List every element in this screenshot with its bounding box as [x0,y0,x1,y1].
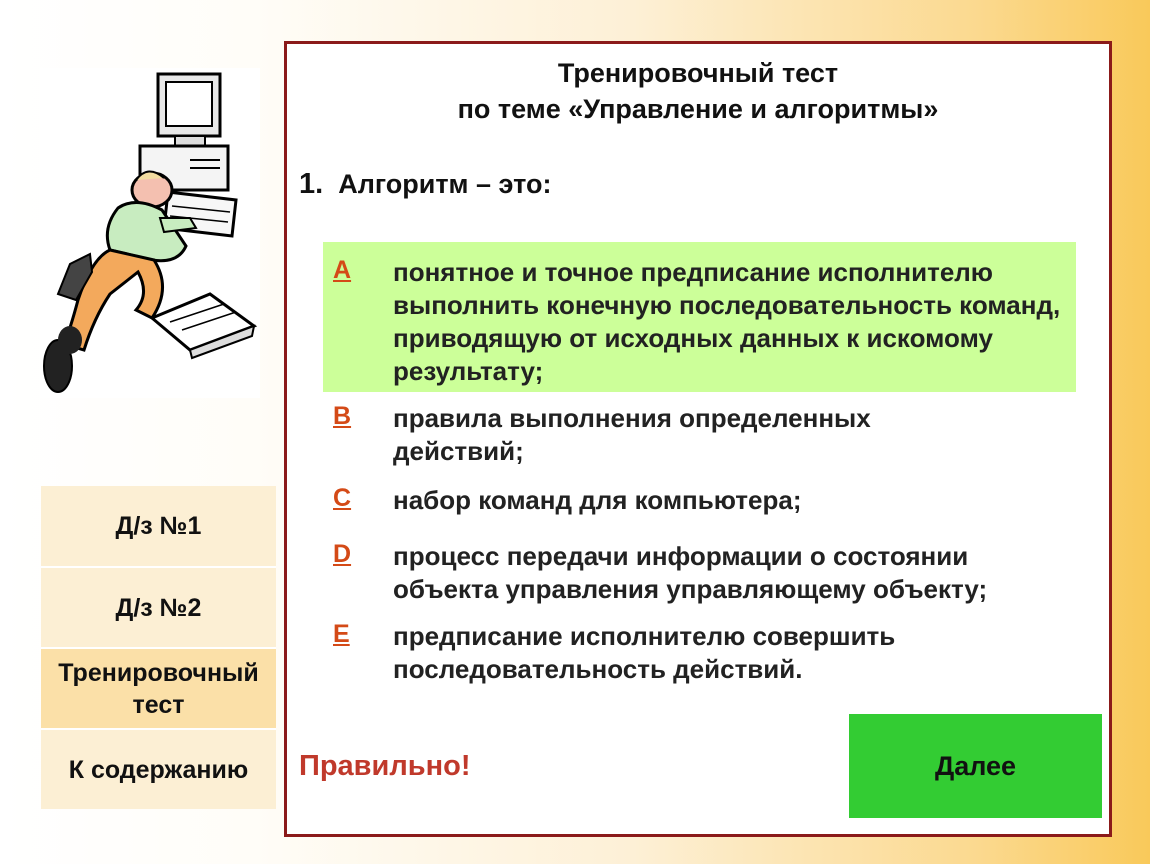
option-a[interactable] [333,256,1073,388]
option-c-letter[interactable]: C [333,484,352,512]
nav-contents[interactable]: К содержанию [41,730,276,809]
next-button[interactable]: Далее [849,714,1102,818]
option-b[interactable] [333,402,1073,468]
question-text: Алгоритм – это: [338,169,552,199]
option-d[interactable] [333,540,1073,606]
option-a-letter[interactable]: A [333,256,352,284]
question-number: 1. [299,168,324,200]
question [299,168,551,201]
test-panel [284,41,1112,837]
nav-homework-1[interactable]: Д/з №1 [41,486,276,566]
option-a-text: понятное и точное предписание исполнителю выполнить конечную последовательность команд, приводящую от исходных данных к искомому результату; [393,257,1061,386]
option-e[interactable] [333,620,1073,686]
computer-user-clipart [40,68,260,398]
option-b-letter[interactable]: B [333,402,352,430]
option-e-text: предписание исполнителю совершить последовательность действий. [393,621,896,684]
nav-homework-2[interactable]: Д/з №2 [41,568,276,647]
option-e-letter[interactable]: E [333,620,350,648]
option-b-text: правила выполнения определенных действий; [393,403,871,466]
navigation-menu [41,486,276,809]
test-title: Тренировочный тест [557,58,839,88]
nav-training-test[interactable]: Тренировочный тест [41,649,276,728]
test-subtitle: по теме «Управление и алгоритмы» [457,94,939,124]
option-c-text: набор команд для компьютера; [393,485,802,515]
feedback-message: Правильно! [299,750,471,782]
option-c[interactable] [333,484,1073,517]
option-d-text: процесс передачи информации о состоянии объекта управления управляющему объекту; [393,541,988,604]
option-d-letter[interactable]: D [333,540,352,568]
